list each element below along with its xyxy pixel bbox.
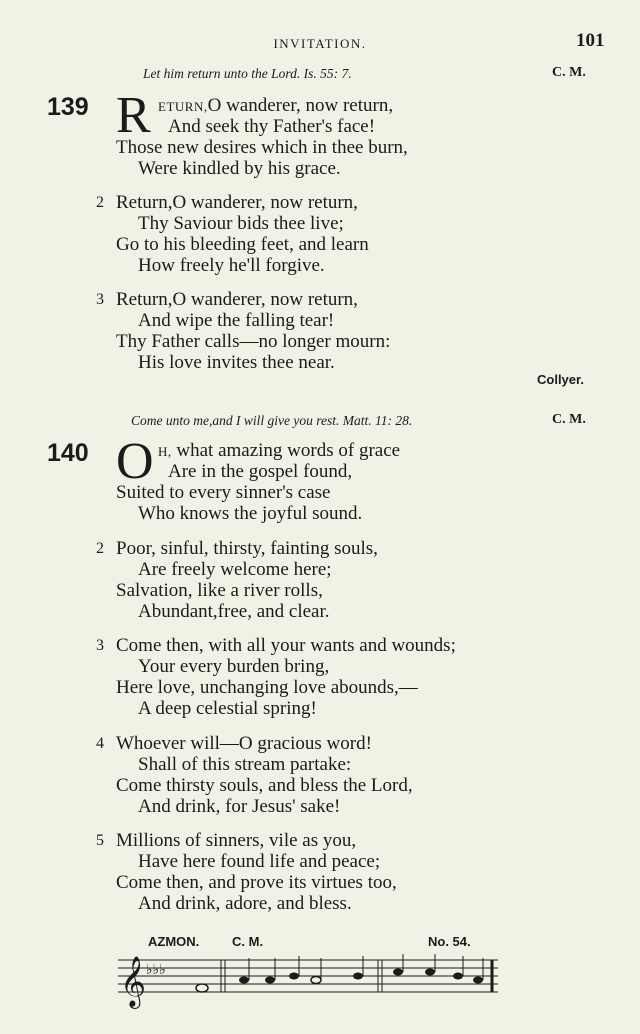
hymn-139-dropcap: R [116, 87, 151, 144]
tune-meter: C. M. [232, 934, 264, 949]
note-icon [393, 969, 403, 976]
hymn-140-epigraph: Come unto me,and I will give you rest. Matt. 11: 28. [131, 413, 413, 428]
verse-line: Abundant,free, and clear. [138, 601, 330, 622]
verse-line: Come then, with all your wants and wounds; [116, 635, 456, 656]
verse-line: Were kindled by his grace. [138, 158, 341, 179]
verse-line: And drink, for Jesus' sake! [138, 796, 341, 817]
note-icon [289, 973, 299, 980]
note-icon [425, 969, 435, 976]
verse-line: Who knows the joyful sound. [138, 503, 363, 524]
verse-line: Poor, sinful, thirsty, fainting souls, [116, 538, 378, 559]
verse-line: Thy Saviour bids thee live; [138, 213, 344, 234]
verse-line: Whoever will—O gracious word! [116, 733, 372, 754]
verse-line: Here love, unchanging love abounds,— [116, 677, 418, 698]
note-icon [311, 977, 321, 984]
verse-line: And drink, adore, and bless. [138, 893, 352, 914]
hymn-140-meter: C. M. [552, 412, 586, 427]
verse-line: A deep celestial spring! [138, 698, 317, 719]
verse-line: Return,O wanderer, now return, [116, 289, 358, 310]
note-icon [453, 973, 463, 980]
verse-line: Millions of sinners, vile as you, [116, 830, 357, 851]
verse-line: Your every burden bring, [138, 656, 330, 677]
hymn-139-epigraph: Let him return unto the Lord. Is. 55: 7. [143, 66, 352, 81]
hymn-140-first-line [158, 441, 400, 460]
hymn-140-dropcap: O [116, 433, 154, 490]
tune-name: AZMON. [148, 934, 200, 949]
stanza-number: 5 [96, 832, 104, 849]
stanza-number: 3 [96, 637, 104, 654]
hymn-139-first-line [158, 96, 393, 115]
note-icon [239, 977, 249, 984]
page-number: 101 [576, 30, 605, 51]
verse-line: Go to his bleeding feet, and learn [116, 234, 369, 255]
flat-icon: ♭♭♭ [146, 962, 166, 978]
verse-line: Come then, and prove its virtues too, [116, 872, 397, 893]
verse-line: Are in the gospel found, [168, 461, 353, 482]
verse-line: Salvation, like a river rolls, [116, 580, 323, 601]
verse-line: Have here found life and peace; [138, 851, 381, 872]
verse-line: Those new desires which in thee burn, [116, 137, 408, 158]
verse-line: Come thirsty souls, and bless the Lord, [116, 775, 413, 796]
tune-number: No. 54. [428, 934, 471, 949]
note-icon [353, 973, 363, 980]
treble-clef-icon: 𝄞 [120, 956, 147, 1007]
verse-line: Suited to every sinner's case [116, 482, 331, 503]
hymn-140-number: 140 [47, 439, 89, 467]
verse-line: Shall of this stream partake: [138, 754, 352, 775]
hymn-139-first-word: ETURN, [158, 99, 208, 114]
hymn-139-author: Collyer. [537, 372, 584, 387]
hymn-140-first-line-rest: what amazing words of grace [171, 440, 401, 461]
note-icon [196, 984, 208, 992]
verse-line: And seek thy Father's face! [168, 116, 376, 137]
hymn-139-meter: C. M. [552, 65, 586, 80]
note-icon [265, 977, 275, 984]
verse-line: His love invites thee near. [138, 352, 335, 373]
verse-line: Thy Father calls—no longer mourn: [116, 331, 391, 352]
stanza-number: 3 [96, 291, 104, 308]
verse-line: Are freely welcome here; [138, 559, 332, 580]
stanza-number: 4 [96, 735, 104, 752]
verse-line: How freely he'll forgive. [138, 255, 325, 276]
music-staff [118, 952, 500, 1010]
hymn-139-number: 139 [47, 93, 89, 121]
stanza-number: 2 [96, 540, 104, 557]
hymn-140-first-word: H, [158, 444, 172, 459]
hymn-139-first-line-rest: O wanderer, now return, [207, 95, 394, 116]
note-icon [473, 977, 483, 984]
verse-line: Return,O wanderer, now return, [116, 192, 358, 213]
running-title: INVITATION. [273, 36, 367, 51]
verse-line: And wipe the falling tear! [138, 310, 335, 331]
stanza-number: 2 [96, 194, 104, 211]
